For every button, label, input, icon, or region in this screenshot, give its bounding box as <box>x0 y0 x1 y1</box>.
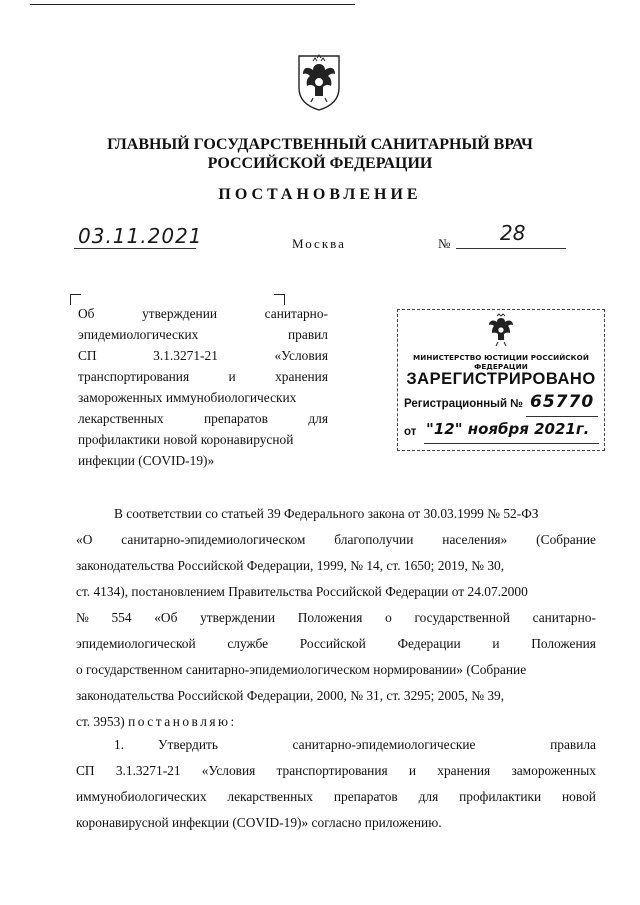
text-word: санитарно- <box>264 306 328 321</box>
text-word: (Собрание <box>536 532 596 547</box>
stamp-reg-date: "12" ноября 2021г. <box>426 420 590 438</box>
text-word: замороженных <box>511 763 596 778</box>
text-word: № <box>76 610 89 625</box>
stamp-reg-number: 65770 <box>530 392 595 412</box>
item-first-line <box>76 732 596 758</box>
text-word: населения» <box>442 532 508 547</box>
text-word: санитарно-эпидемиологические <box>292 737 476 752</box>
registration-stamp <box>397 309 605 451</box>
text-word: препаратов <box>333 789 398 804</box>
text-word: правил <box>288 327 328 342</box>
text-word: хранения <box>275 369 328 384</box>
text-word: хранения <box>437 763 491 778</box>
text-word: 554 <box>111 610 132 625</box>
text-word: правила <box>550 737 596 752</box>
document-title: ПОСТАНОВЛЕНИЕ <box>218 186 422 203</box>
subject-line <box>78 450 328 471</box>
date-underline <box>74 248 196 249</box>
text-word: ст. 4134), постановлением Правительства Российской Федерации от 24.07.2000 <box>76 584 528 599</box>
text-word: инфекции (COVID-19)» <box>78 453 215 468</box>
text-word: транспортирования <box>276 763 388 778</box>
stamp-reg-underline <box>526 416 598 417</box>
stamp-reg-label: Регистрационный № <box>404 398 524 410</box>
subject-line <box>78 324 328 345</box>
text-word: законодательства Российской Федерации, 1999, № 14, ст. 1650; 2019, № 30, <box>76 558 505 573</box>
text-word: 3.1.3271-21 <box>115 763 181 778</box>
text-word: «Условия <box>201 763 256 778</box>
text-word: о государственном санитарно-эпидемиологическом нормировании» (Собрание <box>76 662 527 677</box>
scan-top-line <box>30 4 355 5</box>
text-word: законодательства Российской Федерации, 2000, № 31, ст. 3295; 2005, № 39, <box>76 688 505 703</box>
subject-line <box>78 345 328 366</box>
preamble-paragraph <box>76 501 596 735</box>
preamble-line <box>76 553 596 579</box>
item-line <box>76 784 596 810</box>
text-word: утверждении <box>142 306 218 321</box>
resolve-word: постановляю: <box>128 714 237 729</box>
text-word: для <box>418 789 439 804</box>
subject-line <box>78 387 328 408</box>
text-word: «О <box>76 532 93 547</box>
stamp-emblem-icon <box>483 312 519 350</box>
text-word: ст. 3953) <box>76 714 125 729</box>
text-word: службе <box>227 636 269 651</box>
coat-of-arms-icon <box>293 52 345 112</box>
text-word: благополучии <box>334 532 414 547</box>
stamp-ministry: МИНИСТЕРСТВО ЮСТИЦИИ РОССИЙСКОЙ ФЕДЕРАЦИИ <box>413 353 589 371</box>
text-word: Об <box>78 306 95 321</box>
text-word: Федерации <box>397 636 461 651</box>
preamble-line <box>76 579 596 605</box>
document-number: 28 <box>500 221 526 245</box>
item-line: коронавирусной инфекции (COVID-19)» согласно приложению. <box>76 815 442 830</box>
text-word: «Об <box>154 610 178 625</box>
number-label: № <box>438 236 451 251</box>
text-word: и <box>408 763 417 778</box>
text-word: о <box>385 610 392 625</box>
text-word: иммунобиологических <box>76 789 207 804</box>
text-word: Положения <box>531 636 596 651</box>
subject-block <box>78 303 328 471</box>
preamble-line <box>76 631 596 657</box>
stamp-date-underline <box>424 443 599 444</box>
authority-line-1: ГЛАВНЫЙ ГОСУДАРСТВЕННЫЙ САНИТАРНЫЙ ВРАЧ <box>107 136 533 153</box>
text-word: замороженных иммунобиологических <box>78 390 297 405</box>
subject-line <box>78 303 328 324</box>
document-city: Москва <box>292 236 346 251</box>
text-word: 3.1.3271-21 <box>153 348 218 363</box>
text-word: новой <box>562 789 596 804</box>
text-word: В соответствии со статьей 39 Федерального закона от 30.03.1999 № 52-ФЗ <box>114 506 539 521</box>
text-word: государственной <box>414 610 510 625</box>
item-line <box>76 758 596 784</box>
text-word: профилактики <box>459 789 542 804</box>
preamble-line <box>76 605 596 631</box>
subject-line <box>78 429 328 450</box>
preamble-line <box>76 501 596 527</box>
preamble-line <box>76 657 596 683</box>
text-word: санитарно-эпидемиологическом <box>121 532 306 547</box>
number-underline <box>456 248 566 249</box>
text-word: СП <box>76 763 95 778</box>
text-word: «Условия <box>274 348 328 363</box>
preamble-line <box>76 683 596 709</box>
text-word: Утвердить <box>158 737 218 752</box>
text-word: лекарственных <box>78 411 164 426</box>
subject-line <box>78 408 328 429</box>
text-word: эпидемиологических <box>78 327 199 342</box>
text-word: профилактики новой коронавирусной <box>78 432 294 447</box>
text-word: препаратов <box>204 411 268 426</box>
text-word: лекарственных <box>227 789 313 804</box>
preamble-line <box>76 527 596 553</box>
text-word: и <box>492 636 500 651</box>
text-word: СП <box>78 348 97 363</box>
text-word: санитарно- <box>532 610 596 625</box>
authority-line-2: РОССИЙСКОЙ ФЕДЕРАЦИИ <box>207 155 433 172</box>
text-word: эпидемиологической <box>76 636 196 651</box>
text-word: Российской <box>299 636 366 651</box>
stamp-status: ЗАРЕГИСТРИРОВАНО <box>406 370 596 388</box>
stamp-from-label: от <box>404 426 417 438</box>
text-word: для <box>308 411 328 426</box>
item-number: 1. <box>114 737 125 752</box>
resolution-item-1 <box>76 732 596 836</box>
subject-line <box>78 366 328 387</box>
text-word: Положения <box>297 610 363 625</box>
document-date: 03.11.2021 <box>78 224 203 248</box>
text-word: транспортирования <box>78 369 190 384</box>
text-word: и <box>228 369 236 384</box>
text-word: утверждении <box>200 610 276 625</box>
